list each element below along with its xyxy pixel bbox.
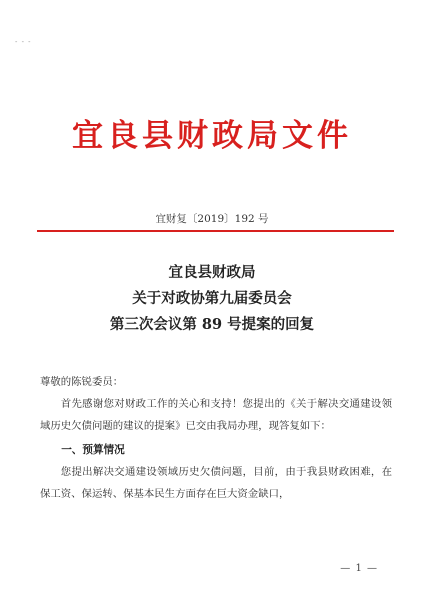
corner-mark: - - - [15, 38, 32, 46]
salutation: 尊敬的陈锐委员： [40, 376, 124, 388]
paragraph-budget: 您提出解决交通建设领域历史欠债问题，目前，由于我县财政困难，在保工资、保运转、保基本民生方面存在巨大资金缺口， [40, 466, 392, 500]
document-number: 宜财复〔2019〕192 号 [155, 213, 269, 225]
paragraph-intro: 首先感谢您对财政工作的关心和支持！您提出的《关于解决交通建设领域历史欠债问题的建议的提案》已交由我局办理，现答复如下： [40, 398, 392, 432]
title-line-1: 宜良县财政局 [168, 264, 256, 281]
title-line-2: 关于对政协第九届委员会 [132, 290, 292, 307]
page-number: — 1 — [340, 563, 378, 574]
reply-title [0, 260, 424, 338]
document-header-title: 宜良县财政局文件 [72, 118, 352, 154]
document-body [40, 371, 392, 505]
header-divider [37, 230, 394, 232]
section-heading-budget: 一、预算情况 [61, 444, 125, 456]
title-line-3: 第三次会议第 89 号提案的回复 [109, 316, 315, 333]
